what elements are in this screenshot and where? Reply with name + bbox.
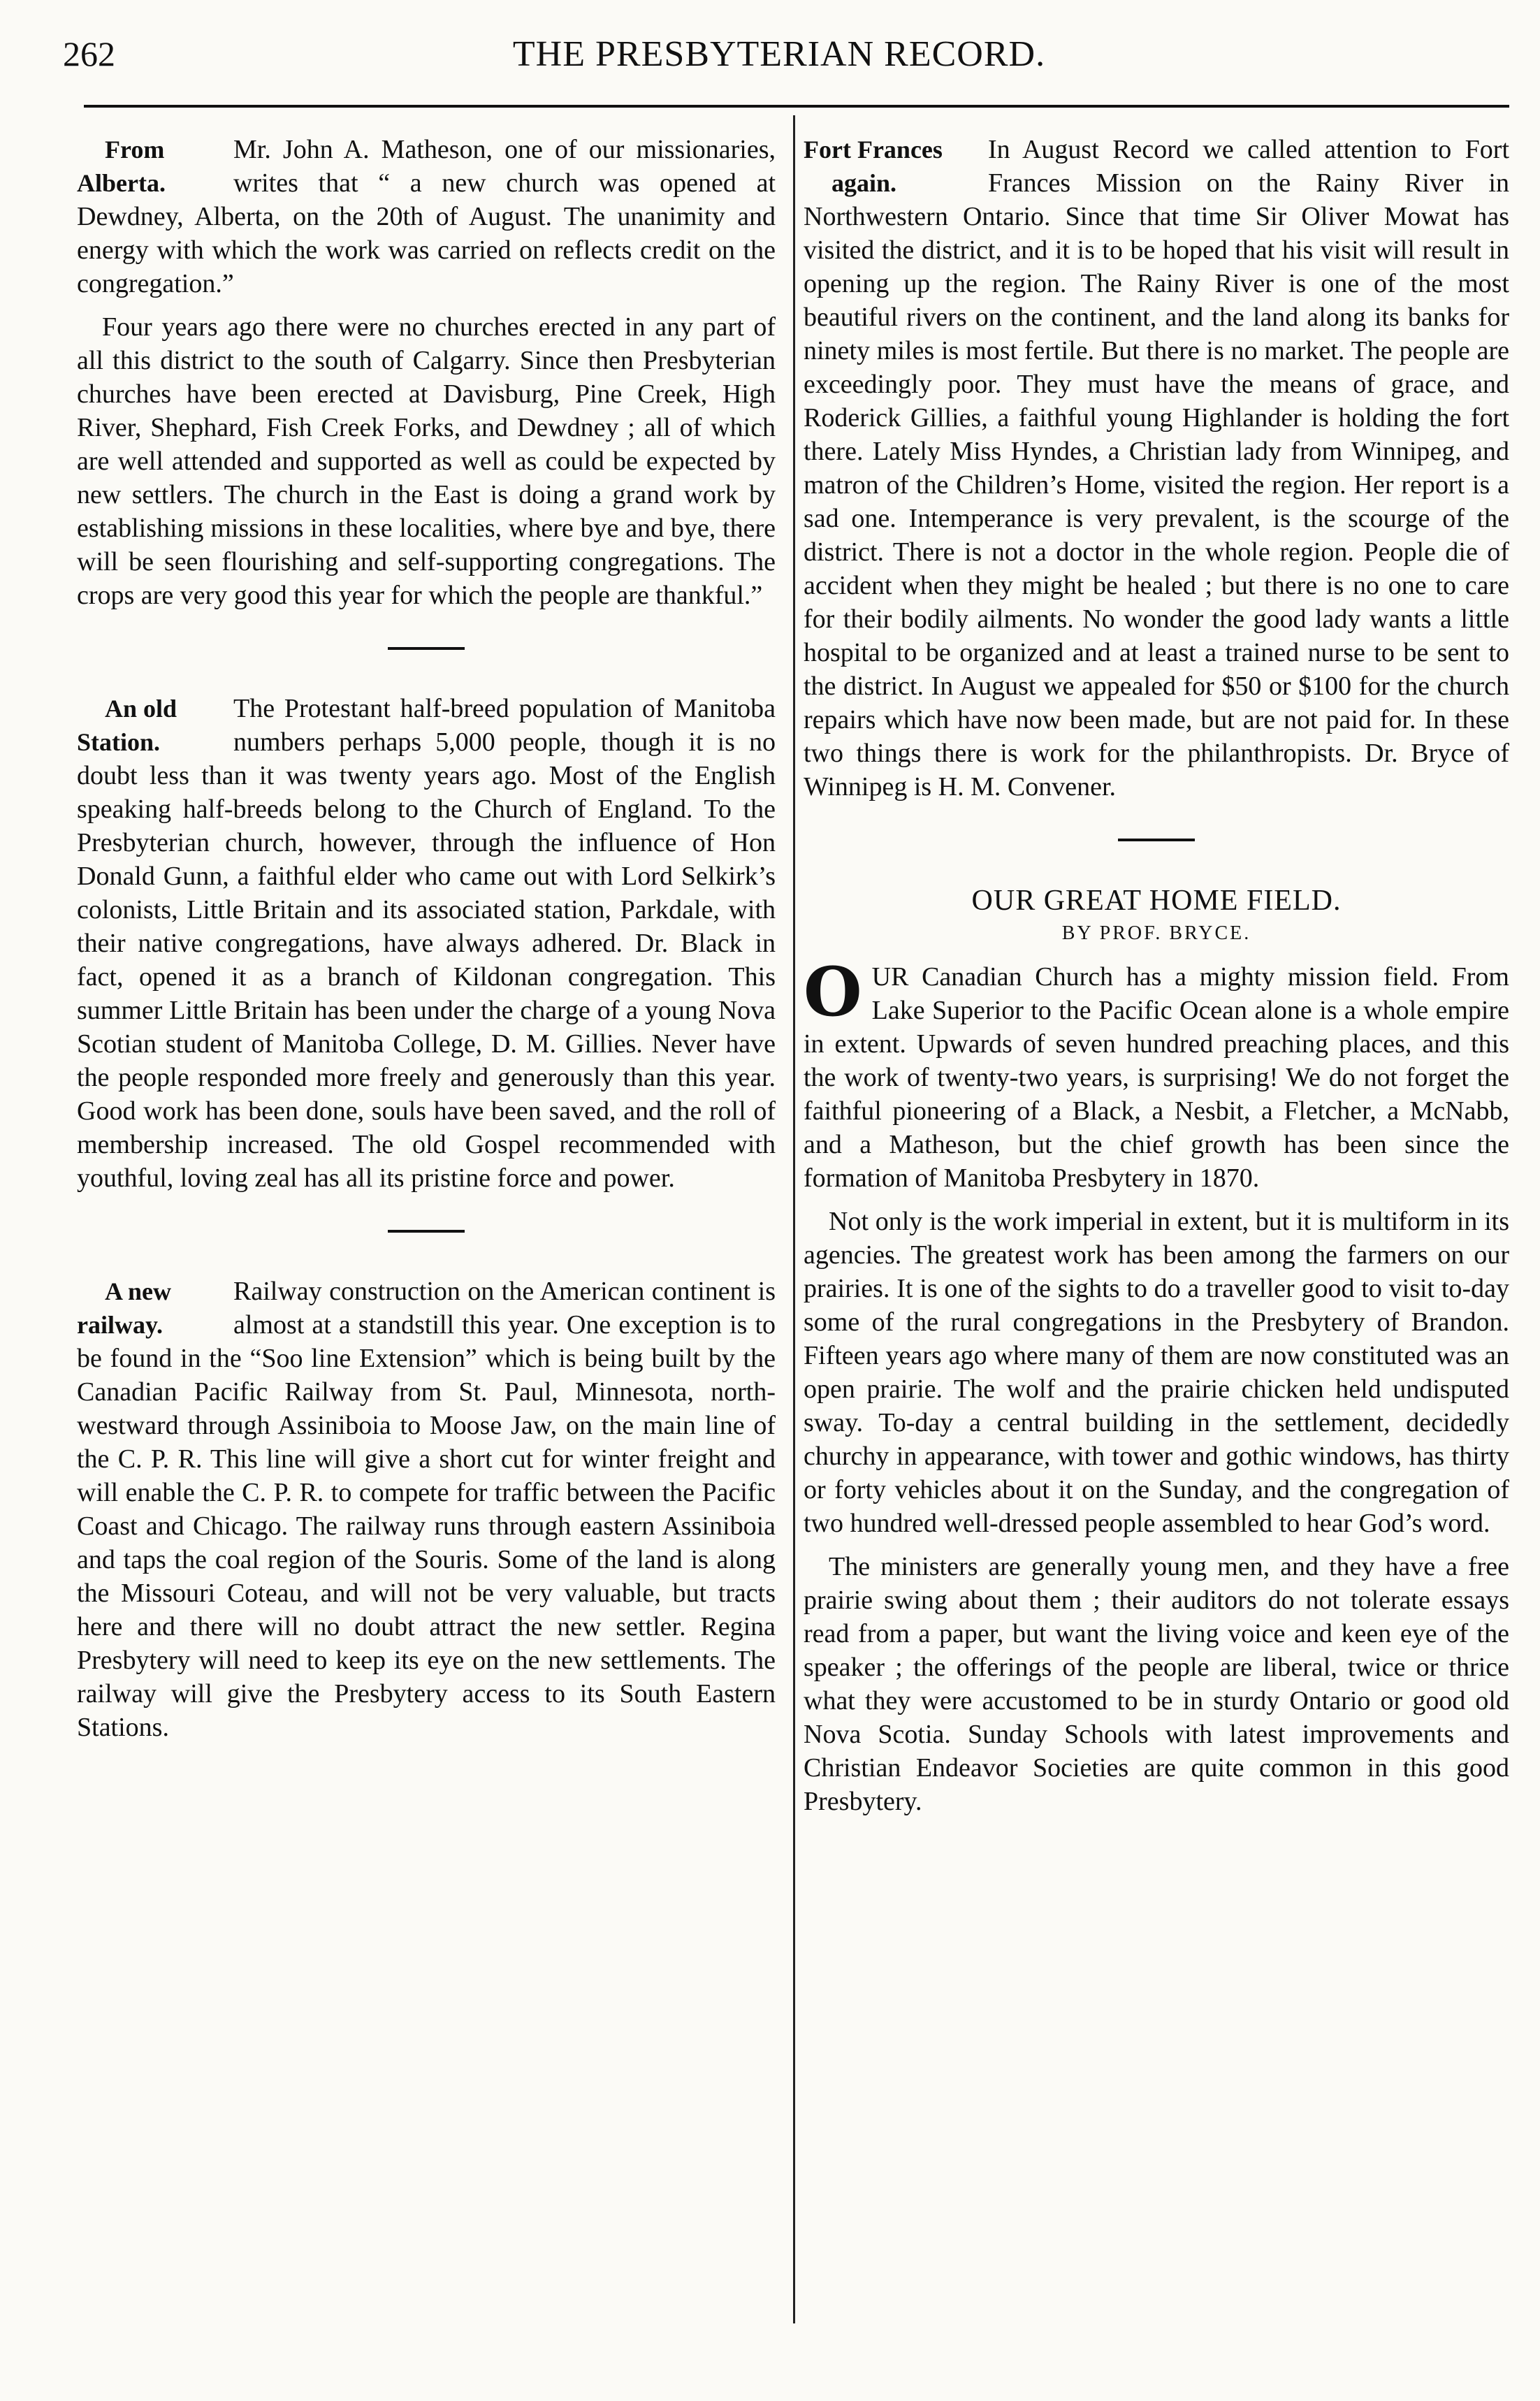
side-head-line: again.	[831, 169, 897, 197]
paragraph: In August Record we called attention to Fort Frances Mission on the Rainy River in Northwestern Ontario. Since that time Sir Oliver Mowat has visited the district, and it is to be hoped that his visit will result in opening up the region. The Rainy River is one of the most beautiful rivers on the continent, and the land along its banks for ninety miles is most fertile. But there is no market. The people are exceedingly poor. They must have the means of grace, and Roderick Gillies, a faithful young Highlander is holding the fort there. Lately Miss Hyndes, a Christian lady from Winnipeg, and matron of the Children’s Home, visited the region. Her report is a sad one. Intemperance is very prevalent, is the scourge of the district. There is not a doctor in the whole region. People die of accident when they might be healed ; but there is no one to care for their bodily ailments. No wonder the good lady wants a little hospital to be organized and at least a trained nurse to be sent to the district. In August we appealed for $50 or $100 for the church repairs which have now been made, but are not paid for. In these two things there is work for the philanthropists. Dr. Bryce of Winnipeg is H. M. Convener.	[804, 135, 1509, 801]
feature-title: OUR GREAT HOME FIELD.	[971, 885, 1342, 917]
side-head-line: railway.	[77, 1311, 163, 1339]
section-separator	[1118, 839, 1195, 841]
paragraph: Not only is the work imperial in extent, but it is multiform in its agencies. The greatest work has been among the farmers on our prairies. It is one of the sights to do a traveller good to visit to-day some of the rural congregations in the Presbytery of Brandon. Fifteen years ago where many of them are now constituted was an open prairie. The wolf and the prairie chicken held undisputed sway. To-day a central building in the settlement, decidedly churchy in appearance, with tower and gothic windows, has thirty or forty vehicles about it on the Sunday, and the congregation of two hundred well-dressed people assembled to hear God’s word.	[804, 1207, 1509, 1538]
section-separator	[388, 647, 465, 650]
byline: BY PROF. BRYCE.	[1061, 922, 1251, 944]
paragraph: Mr. John A. Matheson, one of our missionaries, writes that “ a new church was opened at Dewdney, Alberta, on the 20th of August. The unanimity and energy with which the work was carried on reflects credit on the congregation.”	[77, 135, 776, 298]
running-title: THE PRESBYTERIAN RECORD.	[512, 34, 1046, 74]
section-separator	[388, 1230, 465, 1233]
drop-cap: O	[804, 952, 862, 1031]
paragraph	[804, 952, 1509, 1195]
article-home-field	[804, 883, 1509, 1818]
left-column	[77, 133, 776, 1754]
paragraph: The Protestant half-breed population of Manitoba numbers perhaps 5,000 people, though it is no doubt less than it was twenty years ago. Most of the English speaking half-breeds belong to the Church of England. To the Presbyterian church, however, through the influence of Hon Donald Gunn, a faithful elder who came out with Lord Selkirk’s colonists, Little Britain and its associated station, Parkdale, with their native congregations, have always adhered. Dr. Black in fact, opened it as a branch of Kildonan congregation. This summer Little Britain has been under the charge of a young Nova Scotian student of Manitoba College, D. M. Gillies. Never have the people responded more freely and generously than this year. Good work has been done, souls have been saved, and the roll of membership increased. The old Gospel recommended with youthful, loving zeal has all its pristine force and power.	[77, 694, 776, 1193]
side-head-line: From	[105, 136, 165, 164]
article-old-station	[77, 692, 776, 1195]
side-head-line: An old	[105, 695, 177, 723]
side-head-line: Alberta.	[77, 169, 166, 197]
page-number: 262	[63, 34, 115, 73]
side-head-fort-frances	[804, 133, 978, 200]
paragraph-text: UR Canadian Church has a mighty mission field. From Lake Superior to the Pacific Ocean alone is a whole empire in extent. Upwards of seven hundred preaching places, and this the work of twenty-two years, is surprising! We do not forget the faithful pioneering of a Black, a Nesbit, a Fletcher, a McNabb, and a Matheson, but the chief growth has been since the formation of Manitoba Presbytery in 1870.	[804, 962, 1509, 1193]
right-column	[804, 133, 1509, 1828]
side-head-alberta	[77, 133, 224, 200]
article-alberta	[77, 133, 776, 612]
column-divider	[793, 115, 795, 2323]
header-rule	[84, 105, 1509, 108]
side-head-line: Station.	[77, 728, 161, 756]
side-head-old-station	[77, 692, 224, 759]
side-head-new-railway	[77, 1275, 224, 1342]
article-new-railway	[77, 1275, 776, 1744]
side-head-line: Fort Frances	[804, 136, 943, 164]
paragraph: The ministers are generally young men, and they have a free prairie swing about them ; their auditors do not tolerate essays read from a paper, but want the living voice and keen eye of the speaker ; the offerings of the people are liberal, twice or thrice what they were accustomed to be in sturdy Ontario or good old Nova Scotia. Sunday Schools with latest improvements and Christian Endeavor Societies are quite common in this good Presbytery.	[804, 1552, 1509, 1816]
page-header	[63, 28, 1495, 84]
article-fort-frances	[804, 133, 1509, 804]
paragraph: Four years ago there were no churches erected in any part of all this district to the south of Calgarry. Since then Presbyterian churches have been erected at Davisburg, Pine Creek, High River, Shephard, Fish Creek Forks, and Dewdney ; all of which are well attended and supported as well as could be expected by new settlers. The church in the East is doing a grand work by establishing missions in these localities, where bye and bye, there will be seen flourishing and self-supporting congregations. The crops are very good this year for which the people are thankful.”	[77, 312, 776, 610]
side-head-line: A new	[105, 1277, 172, 1305]
paragraph: Railway construction on the American continent is almost at a standstill this year. One exception is to be found in the “Soo line Extension” which is being built by the Canadian Pacific Railway from St. Paul, Minnesota, north-westward through Assiniboia to Moose Jaw, on the main line of the C. P. R. This line will give a short cut for winter freight and will enable the C. P. R. to compete for traffic between the Pacific Coast and Chicago. The railway runs through eastern Assiniboia and taps the coal region of the Souris. Some of the land is along the Missouri Coteau, and will not be very valuable, but tracts here and there will no doubt attract the new settler. Regina Presbytery will need to keep its eye on the new settlements. The railway will give the Presbytery access to its South Eastern Stations.	[77, 1277, 776, 1742]
